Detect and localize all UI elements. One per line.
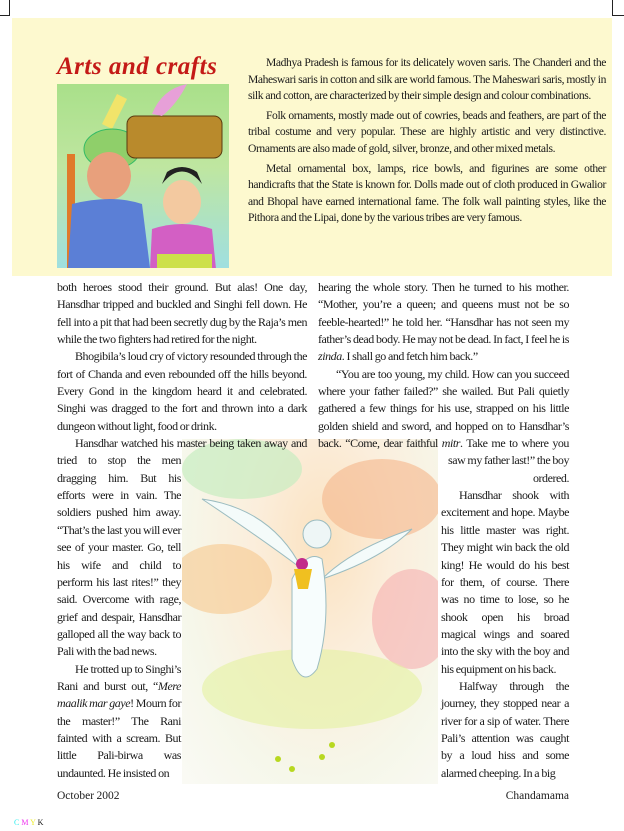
story-paragraph: tried to stop the men dragging him. But his efforts were in vain. The soldiers pushed him away. “That’s the last you will ever see of your master. Go, tell his wife and child to perform his last rites!” they said. Overcome with rage, grief and despair, Hansdhar galloped all the way back to Pali with the bad news. [57,453,181,659]
hindi-word: zinda [318,349,342,364]
sidebar-title: Arts and crafts [57,53,218,80]
crop-mark-tr [612,0,624,16]
story-right-top [318,279,569,452]
story-left-column [57,279,307,804]
story-paragraph [318,279,569,366]
cmyk-registration [14,818,624,831]
magenta-mark: M [21,817,29,827]
cyan-mark: C [14,817,20,827]
sidebar-paragraph: Metal ornamental box, lamps, rice bowls, and figurines are some other handicrafts that the State is known for. Dolls made out of cloth produced in Gwalior and Bhopal have earned international fame. The folk wall painting styles, like the Pithora and the Lipai, done by the various tribes are very famous. [248,161,606,225]
footer-magazine: Chandamama [505,789,569,802]
hindi-phrase: Mere maalik mar gaye [57,678,181,711]
text: “You are too young, my child. How can you succeed where your father failed?” she wailed. But Pali quietly gathered a few things for his use, strapped on his little golden shield and sword, and hopped on to Hansdhar’s back. “Come, dear faithful [318,366,569,451]
story-paragraph: saw my father last!” the boy ordered. [447,453,569,485]
text: hearing the whole story. Then he turned to his mother. “Mother, you’re a queen; and queens must not be so feeble-hearted!” he told her. “Hansdhar has not seen my father’s dead body. He may not be dead. In fact, I feel he is [318,280,569,347]
crop-mark-tl [0,0,10,16]
text: He trotted up to Singhi’s Rani and burst out, “ [57,661,181,693]
black-mark: K [37,817,44,827]
sidebar-text [248,18,606,268]
story-paragraph: Hansdhar watched his master being taken away and [75,436,307,451]
sidebar-paragraph: Madhya Pradesh is famous for its delicately woven saris. The Chanderi and the Maheswari saris in cotton and silk are world famous. The Maheswari saris, mostly in silk and cotton, are characterized by their simple design and colour combinations. [248,56,606,103]
text: . I shall go and fetch him back.” [341,349,478,364]
text: . Take me to where you [460,436,569,451]
story-columns [57,279,569,804]
story-paragraph [57,661,181,782]
story-paragraph: Bhogibila’s loud cry of victory resounded through the fort of Chanda and even rebounded off the hills beyond. Every Gond in the kingdom heard it and celebrated. Singhi was dragged to the fort and thrown into a dark dungeon without light, food or drink. [57,349,307,433]
sidebar-header [12,18,238,268]
yellow-mark: Y [30,817,36,827]
tribal-figures-illustration [57,84,229,268]
story-left-bottom [57,452,181,782]
story-paragraph [318,366,569,453]
story-right-column [318,279,569,804]
story-paragraph: Hansdhar shook with excitement and hope. Maybe his little master was right. They might win back the old king! He would do his best for them, of course. There was no time to lose, so he shook open his broad magical wings and soared into the sky with the boy and his equipment on his back. [441,488,569,676]
text: ! Mourn for the master!” The Rani fainted with a scream. But little Pali-birwa was undaunted. He insisted on [57,696,182,780]
footer-date: October 2002 [57,789,120,802]
story-paragraph: both heroes stood their ground. But alas! One day, Hansdhar tripped and buckled and Singhi fell down. He fell into a pit that had been secretly dug by the Raja’s men while the two fighters had retired for the night. [57,280,307,347]
story-right-bottom [441,452,569,782]
story-left-top [57,279,307,452]
hindi-word: mitr [441,436,460,451]
sidebar-paragraph: Folk ornaments, mostly made out of cowries, beads and feathers, are part of the tribal costume and very popular. These are highly artistic and very distinctive. Ornaments are also made of gold, silver, bronze, and other mixed metals. [248,108,606,155]
arts-and-crafts-sidebar [12,18,612,276]
story-paragraph: Halfway through the journey, they stopped near a river for a sip of water. There Pali’s attention was caught by a loud hiss and some alarmed cheeping. In a big [441,678,569,780]
